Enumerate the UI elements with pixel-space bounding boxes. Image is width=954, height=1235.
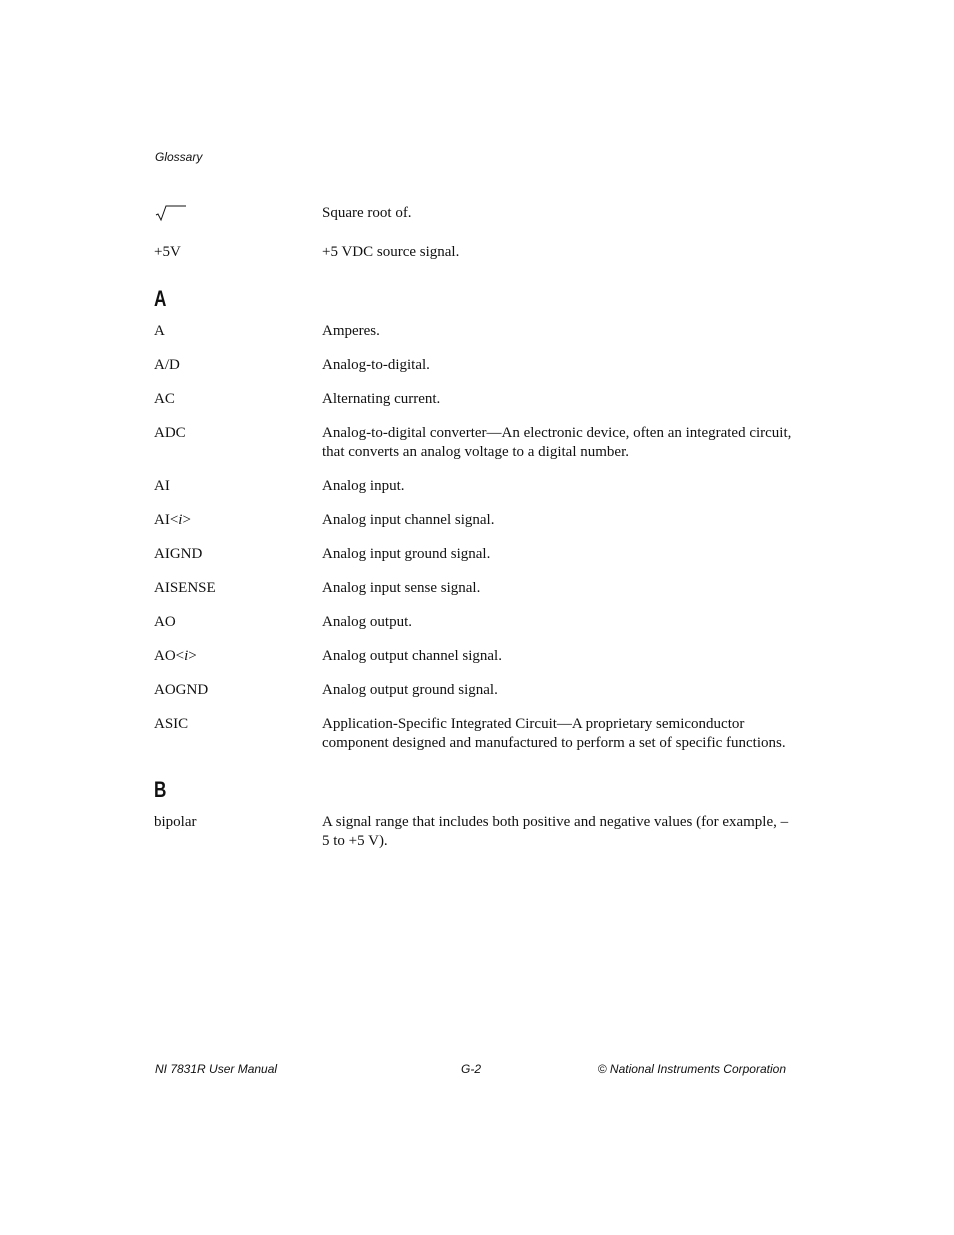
glossary-definition: A signal range that includes both positive and negative values (for example, –5 to +5 V). xyxy=(322,814,789,849)
glossary-definition: Application-Specific Integrated Circuit—A proprietary semiconductor component designed and manufactured to perform a set of specific functions. xyxy=(322,716,786,751)
glossary-term: AOGND xyxy=(154,682,209,698)
glossary-term: A xyxy=(154,323,165,339)
glossary-definition: Amperes. xyxy=(322,323,380,339)
term-italic: i xyxy=(178,512,183,528)
glossary-entry xyxy=(154,715,794,753)
glossary-term: A/D xyxy=(154,357,180,373)
footer-copyright: © National Instruments Corporation xyxy=(597,1062,786,1076)
glossary-term: AC xyxy=(154,391,175,407)
glossary-term: ADC xyxy=(154,425,186,441)
glossary-term xyxy=(154,511,322,530)
glossary-term xyxy=(154,204,322,228)
glossary-entry xyxy=(154,511,794,530)
square-root-icon xyxy=(154,204,188,228)
glossary-term: AIGND xyxy=(154,546,203,562)
glossary-definition: Analog input. xyxy=(322,478,405,494)
glossary-entry xyxy=(154,322,794,341)
footer-page-number: G-2 xyxy=(461,1062,482,1076)
glossary-term: AI xyxy=(154,478,170,494)
glossary-definition: +5 VDC source signal. xyxy=(322,244,460,260)
section-heading-b: B xyxy=(154,777,167,802)
glossary-entry-square-root xyxy=(154,204,794,228)
glossary-entry xyxy=(154,613,794,632)
glossary-definition: Analog-to-digital converter—An electronic device, often an integrated circuit, that converts an analog voltage to a digital number. xyxy=(322,425,792,460)
glossary-entry xyxy=(154,681,794,700)
glossary-entry xyxy=(154,477,794,496)
glossary-definition: Analog output. xyxy=(322,614,412,630)
glossary-definition: Analog output channel signal. xyxy=(322,648,502,664)
glossary-definition: Square root of. xyxy=(322,205,412,221)
glossary-definition: Analog output ground signal. xyxy=(322,682,498,698)
glossary-term xyxy=(154,647,322,666)
section-heading-a: A xyxy=(154,286,167,311)
glossary-entry xyxy=(154,390,794,409)
glossary-entry xyxy=(154,356,794,375)
term-suffix: > xyxy=(188,648,197,664)
glossary-term: bipolar xyxy=(154,814,197,830)
glossary-definition: Analog-to-digital. xyxy=(322,357,430,373)
glossary-term: ASIC xyxy=(154,716,189,732)
glossary-term: +5V xyxy=(154,244,181,260)
glossary-entry-plus5v xyxy=(154,243,794,262)
term-prefix: AO< xyxy=(154,648,185,664)
glossary-entry xyxy=(154,424,794,462)
glossary-term: AO xyxy=(154,614,176,630)
term-suffix: > xyxy=(182,512,191,528)
glossary-entry xyxy=(154,647,794,666)
glossary-entry xyxy=(154,545,794,564)
glossary-entry xyxy=(154,579,794,598)
term-italic: i xyxy=(184,648,189,664)
glossary-definition: Analog input channel signal. xyxy=(322,512,495,528)
glossary-definition: Alternating current. xyxy=(322,391,441,407)
glossary-term: AISENSE xyxy=(154,580,216,596)
glossary-entry xyxy=(154,813,794,851)
glossary-list xyxy=(154,204,794,866)
glossary-definition: Analog input sense signal. xyxy=(322,580,481,596)
running-head: Glossary xyxy=(155,150,203,164)
term-prefix: AI< xyxy=(154,512,179,528)
glossary-definition: Analog input ground signal. xyxy=(322,546,491,562)
footer-manual-title: NI 7831R User Manual xyxy=(155,1062,278,1076)
